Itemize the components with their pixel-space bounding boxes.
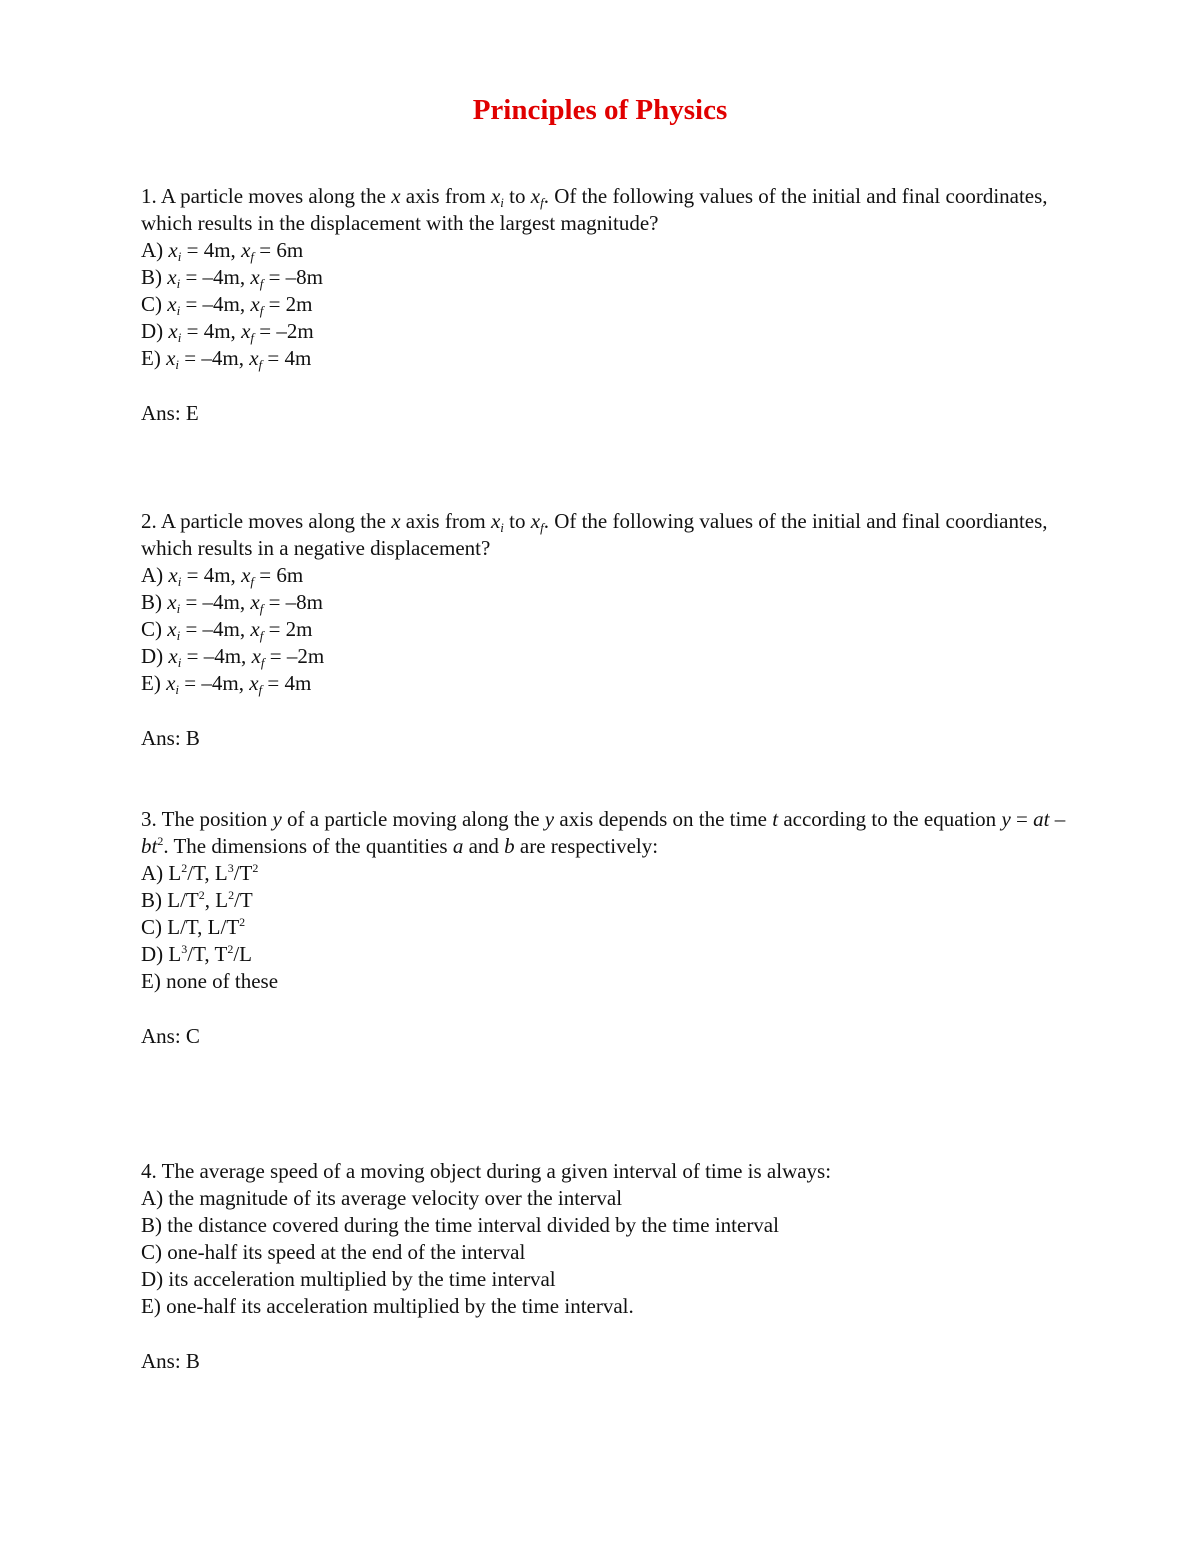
question-4 [141,1158,1071,1375]
question-stem: 2. A particle moves along the x axis from $x_i$ to $x_f$. Of the following values of the initial and final coordiantes, which results in a negative displacement? [141,509,1048,560]
answer-option: B) $x_i = -4m$, $x_f = -8m$ [141,590,324,616]
answer-option: E) none of these [141,969,279,993]
question-3 [141,806,1071,1050]
question-2 [141,508,1071,752]
answer-option: A) the magnitude of its average velocity over the interval [141,1186,623,1210]
answer-key: Ans: B [141,1349,200,1373]
answer-option: D) $x_i = 4m$, $x_f = -2m$ [141,319,314,345]
answer-option: B) $L/T^2$, $L^2/T$ [141,888,253,912]
answer-option: D) its acceleration multiplied by the time interval [141,1267,556,1291]
answer-option: B) the distance covered during the time interval divided by the time interval [141,1213,779,1237]
answer-option: D) $x_i = -4m$, $x_f = -2m$ [141,644,325,670]
question-1 [141,183,1071,427]
answer-option: C) $x_i = -4m$, $x_f = 2m$ [141,292,313,318]
answer-key: Ans: B [141,726,200,750]
answer-option: A) $x_i = 4m$, $x_f = 6m$ [141,238,304,264]
answer-option: A) $x_i = 4m$, $x_f = 6m$ [141,563,304,589]
answer-option: E) $x_i = -4m$, $x_f = 4m$ [141,346,312,372]
answer-option: C) L/T, $L/T^2$ [141,915,246,939]
question-stem: 3. The position y of a particle moving along the y axis depends on the time t according to the equation y = at – $bt^2$. The dimensions of the quantities a and b are respectively: [141,807,1066,858]
answer-option: C) one-half its speed at the end of the interval [141,1240,526,1264]
answer-key: Ans: E [141,401,199,425]
question-stem: 1. A particle moves along the x axis from $x_i$ to $x_f$. Of the following values of the initial and final coordinates, which results in the displacement with the largest magnitude? [141,184,1048,235]
document-title: Principles of Physics [472,94,728,126]
answer-option: E) $x_i = -4m$, $x_f = 4m$ [141,671,312,697]
answer-option: B) $x_i = -4m$, $x_f = -8m$ [141,265,324,291]
answer-option: A) $L^2/T$, $L^3/T^2$ [141,861,259,885]
answer-option: E) one-half its acceleration multiplied by the time interval. [141,1294,634,1318]
answer-option: D) $L^3/T$, $T^2/L$ [141,942,252,966]
answer-key: Ans: C [141,1024,200,1048]
question-stem: 4. The average speed of a moving object during a given interval of time is always: [141,1159,832,1183]
answer-option: C) $x_i = -4m$, $x_f = 2m$ [141,617,313,643]
